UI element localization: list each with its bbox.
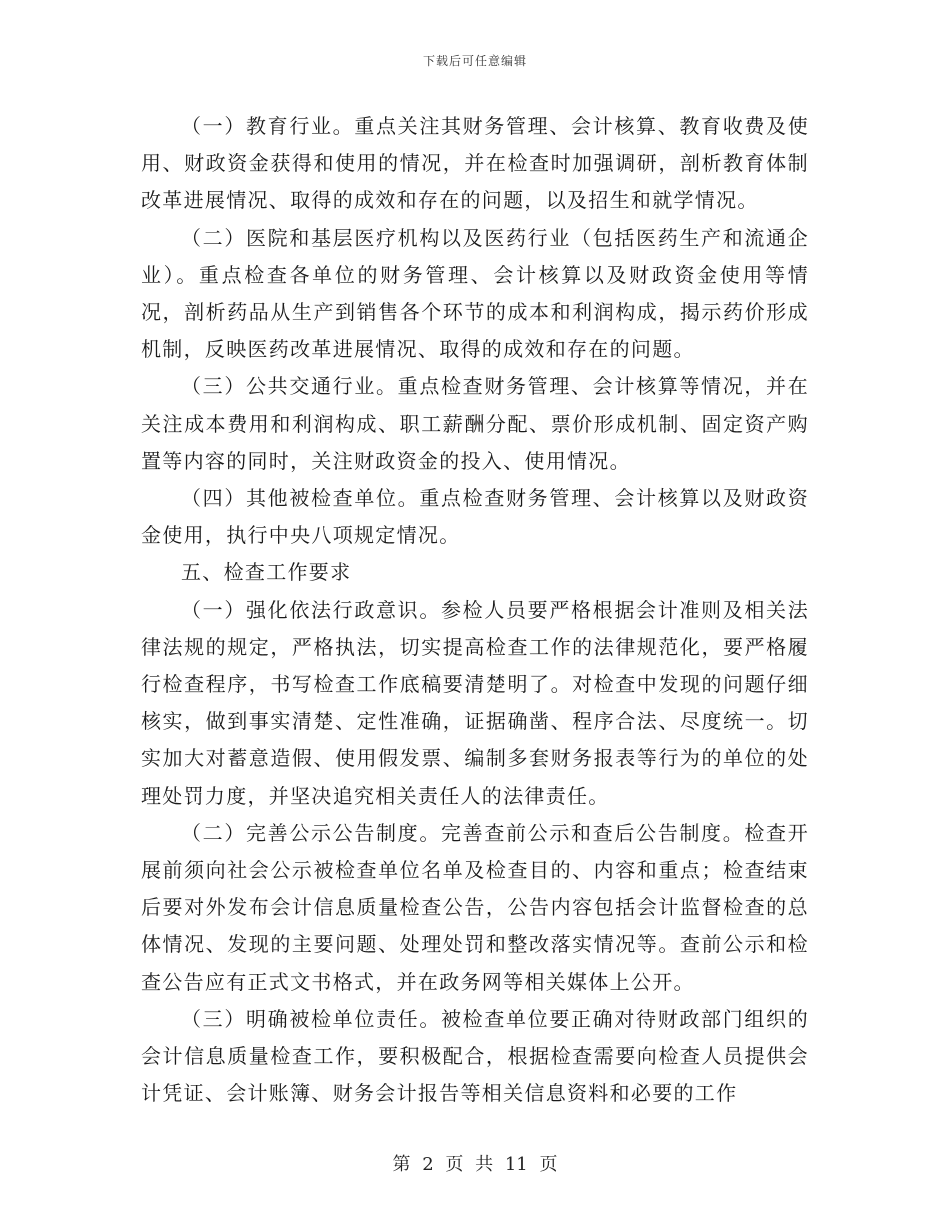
paragraph-education: （一）教育行业。重点关注其财务管理、会计核算、教育收费及使用、财政资金获得和使用的情况，并在检查时加强调研，剖析教育体制改革进展情况、取得的成效和存在的问题，以及招生和就学情况。 [141, 114, 809, 213]
section-heading-requirements: 五、检查工作要求 [181, 560, 352, 585]
paragraph-unit-responsibility: （三）明确被检单位责任。被检查单位要正确对待财政部门组织的会计信息质量检查工作，要积极配合，根据检查需要向检查人员提供会计凭证、会计账簿、财务会计报告等相关信息资料和必要的工作 [141, 1006, 809, 1106]
paragraph-hospital: （二）医院和基层医疗机构以及医药行业（包括医药生产和流通企业）。重点检查各单位的财务管理、会计核算以及财政资金使用等情况，剖析药品从生产到销售各个环节的成本和利润构成，揭示药价形成机制，反映医药改革进展情况、取得的成效和存在的问题。 [141, 225, 809, 362]
paragraph-other-units: （四）其他被检查单位。重点检查财务管理、会计核算以及财政资金使用，执行中央八项规定情况。 [141, 486, 809, 548]
paragraph-transport: （三）公共交通行业。重点检查财务管理、会计核算等情况，并在关注成本费用和利润构成、职工薪酬分配、票价形成机制、固定资产购置等内容的同时，关注财政资金的投入、使用情况。 [141, 374, 809, 473]
page-header: 下载后可任意编辑 [422, 54, 527, 68]
paragraph-law-enforcement: （一）强化依法行政意识。参检人员要严格根据会计准则及相关法律法规的规定，严格执法，切实提高检查工作的法律规范化，要严格履行检查程序，书写检查工作底稿要清楚明了。对检查中发现的问题仔细核实，做到事实清楚、定性准确，证据确凿、程序合法、尽度统一。切实加大对蓄意造假、使用假发票、编制多套财务报表等行为的单位的处理处罚力度，并坚决追究相关责任人的法律责任。 [141, 597, 809, 808]
page-footer: 第 2 页 共 11 页 [392, 1154, 558, 1175]
document-body [141, 108, 809, 1112]
paragraph-public-notice: （二）完善公示公告制度。完善查前公示和查后公告制度。检查开展前须向社会公示被检查单位名单及检查目的、内容和重点；检查结束后要对外发布会计信息质量检查公告，公告内容包括会计监督检查的总体情况、发现的主要问题、处理处罚和整改落实情况等。查前公示和检查公告应有正式文书格式，并在政务网等相关媒体上公开。 [141, 820, 809, 994]
